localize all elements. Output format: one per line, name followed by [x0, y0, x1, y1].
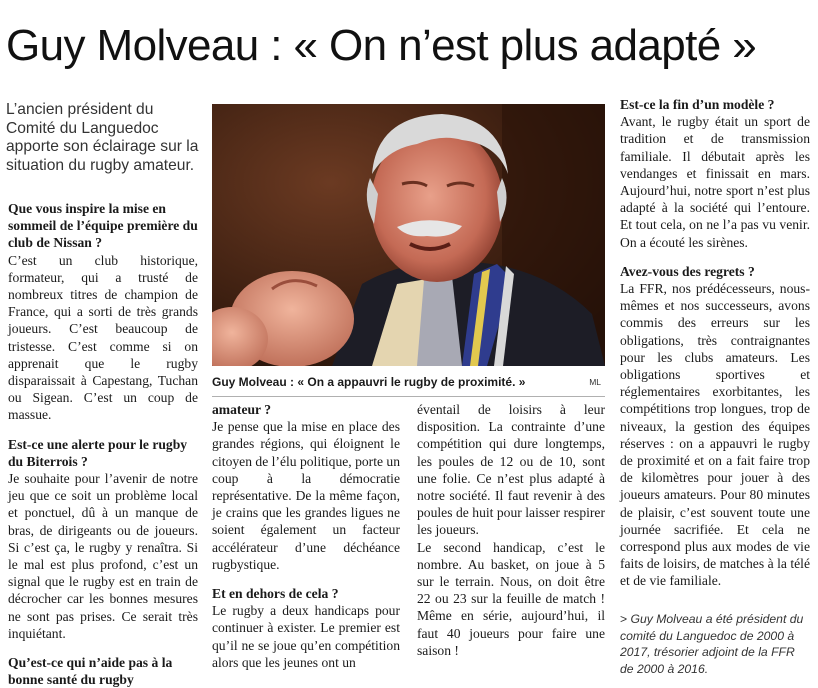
column-2: [212, 401, 400, 671]
answer-4: Le rugby a deux handicaps pour continuer à exister. Le premier est qu’il ne se joue qu’en compétition alors que les jeunes ont un: [212, 603, 400, 670]
question-5: Est-ce la fin d’un modèle ?: [620, 97, 775, 112]
column-3: [417, 401, 605, 659]
question-1: Que vous inspire la mise en sommeil de l’équipe première du club de Nissan ?: [8, 201, 198, 251]
photo-credit: ML: [589, 377, 601, 387]
answer-3: Je pense que la mise en place des grandes régions, qui éloignent le citoyen de l’élu politique, porte un coup à la démocratie représentative. De la même façon, je crains que les grandes ligues ne soient également un facteur accélérateur d’une déchéance rugbystique.: [212, 419, 400, 572]
bio-marker: >: [620, 612, 628, 626]
column-4: [620, 96, 810, 590]
question-6: Avez-vous des regrets ?: [620, 263, 755, 279]
portrait-photo: [212, 104, 605, 366]
answer-1: C’est un club historique, formateur, qui a trusté de nombreux titres de champion de France, qui a sorti de très grands joueurs. C’est beaucoup de tristesse. C’est comme si on apprenait que le rugby disparaissait à Capestang, Tuchan ou Sigean. C’est un coup de massue.: [8, 252, 198, 423]
photo-caption: [212, 373, 605, 391]
portrait-image: [212, 104, 605, 366]
question-3-end: amateur ?: [212, 402, 272, 417]
answer-6: La FFR, nos prédécesseurs, nous-mêmes et nos successeurs, avons commis des erreurs sur les obligations, très contraignantes pour les clubs amateurs. Les obligations sportives et réglementaires exorbitantes, les compétitions trop longues, trop de niveaux, la gestion des équipes réserves : on a appauvri le rugby de proximité et on a fait faire trop de kilomètres pour jouer à des joueurs amateurs. Pour 80 minutes de plaisir, c’est souvent toute une journée sacrifiée. Et cela ne correspond plus aux modes de vie faits de loisirs, de matches à la télé et de vie familiale.: [620, 281, 810, 589]
answer-5: Avant, le rugby était un sport de tradition et de transmission familiale. Il débutait après les vendanges et finissait en mars. Aujourd’hui, notre sport n’est plus adapté à la société qui l’entoure. Et tout cela, on ne l’a pas vu venir. On a écouté les sirènes.: [620, 114, 810, 250]
caption-text: Guy Molveau : « On a appauvri le rugby de proximité. »: [212, 375, 526, 389]
question-4: Et en dehors de cela ?: [212, 586, 339, 602]
headline: Guy Molveau : « On n’est plus adapté »: [6, 21, 757, 70]
question-2: Est-ce une alerte pour le rugby du Biterrois ?: [8, 436, 188, 469]
author-bio: [620, 611, 810, 677]
bio-text: Guy Molveau a été président du comité du Languedoc de 2000 à 2017, trésorier adjoint de la FFR de 2000 à 2016.: [620, 612, 804, 676]
answer-4-second-handicap: Le second handicap, c’est le nombre. Au basket, on joue à 5 sur le terrain. Nous, on doit être 22 ou 23 sur la feuille de match ! Même en série, aujourd’hui, il faut 40 joueurs pour faire une saison !: [417, 539, 605, 658]
column-1: [8, 200, 198, 688]
intro-lead: L’ancien président du Comité du Languedoc apporte son éclairage sur la situation du rugby amateur.: [6, 101, 199, 174]
question-3: Qu’est-ce qui n’aide pas à la bonne santé du rugby: [8, 655, 173, 688]
answer-4-continued: éventail de loisirs à leur disposition. La contrainte d’une compétition qui dure longtemps, les poules de 12 ou de 10, sont une folie. Ce n’est plus adapté à notre société. Il faut revenir à des poules de huit pour laisser respirer les joueurs.: [417, 402, 605, 538]
answer-2: Je souhaite pour l’avenir de notre jeu que ce soit un problème local et ponctuel, dû à un manque de bras, de dirigeants ou de joueurs. Si c’est ça, le rugby y renaîtra. Si le mal est plus profond, c’est un signal que le rugby est en train de décrocher car les bonnes mesures ne sont pas prises. Ce serait très inquiétant.: [8, 471, 198, 641]
caption-divider: [212, 396, 605, 397]
